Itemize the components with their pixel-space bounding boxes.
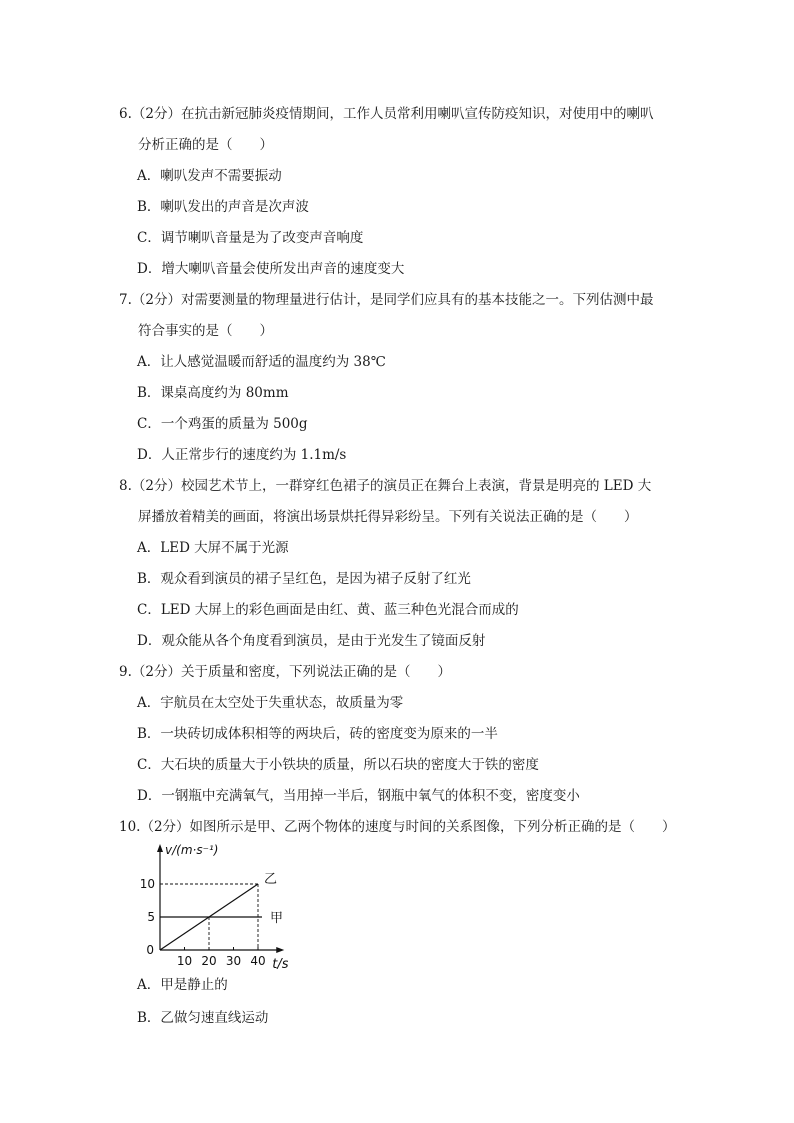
y-tick-label: 5 <box>147 910 155 924</box>
q6-option-b: B．喇叭发出的声音是次声波 <box>137 199 309 215</box>
series-label-jia: 甲 <box>270 911 284 926</box>
q10-stem-line1: 10.（2分）如图所示是甲、乙两个物体的速度与时间的关系图像，下列分析正确的是（ ） <box>119 819 676 835</box>
q7-option-d: D．人正常步行的速度约为 1.1m/s <box>137 447 347 463</box>
q8-option-b: B．观众看到演员的裙子呈红色，是因为裙子反射了红光 <box>137 571 471 587</box>
q6-option-d: D．增大喇叭音量会使所发出声音的速度变大 <box>137 261 405 277</box>
q9-option-d: D．一钢瓶中充满氧气，当用掉一半后，钢瓶中氧气的体积不变，密度变小 <box>137 788 580 804</box>
q6-stem-line2: 分析正确的是（ ） <box>138 137 273 153</box>
q9-stem-line1: 9.（2分）关于质量和密度，下列说法正确的是（ ） <box>119 664 451 680</box>
q7-option-b: B．课桌高度约为 80mm <box>137 385 289 401</box>
x-tick-label: 10 <box>176 954 193 968</box>
series-label-yi: 乙 <box>264 872 278 887</box>
graph-labels <box>140 843 288 972</box>
q8-option-a: A．LED 大屏不属于光源 <box>137 540 289 556</box>
q8-stem-line1: 8.（2分）校园艺术节上，一群穿红色裙子的演员正在舞台上表演，背景是明亮的 LED 大 <box>119 478 652 494</box>
q10-option-b: B．乙做匀速直线运动 <box>137 1010 269 1026</box>
velocity-time-graph <box>138 842 288 972</box>
q10-option-a: A．甲是静止的 <box>137 977 228 993</box>
x-tick-label: 30 <box>225 954 242 968</box>
q9-option-b: B．一块砖切成体积相等的两块后，砖的密度变为原来的一半 <box>137 726 498 742</box>
origin-label: 0 <box>146 943 154 957</box>
q9-option-c: C．大石块的质量大于小铁块的质量，所以石块的密度大于铁的密度 <box>137 757 539 773</box>
x-tick-label: 40 <box>250 954 266 968</box>
q8-option-d: D．观众能从各个角度看到演员，是由于光发生了镜面反射 <box>137 633 486 649</box>
q7-stem-line2: 符合事实的是（ ） <box>138 323 273 339</box>
y-tick-label: 10 <box>139 877 155 891</box>
q8-option-c: C．LED 大屏上的彩色画面是由红、黄、蓝三种色光混合而成的 <box>137 602 519 618</box>
graph-series <box>160 884 262 950</box>
q6-option-a: A．喇叭发声不需要振动 <box>137 168 282 184</box>
q6-stem-line1: 6.（2分）在抗击新冠肺炎疫情期间，工作人员常利用喇叭宣传防疫知识，对使用中的喇叭 <box>119 106 654 122</box>
q7-option-a: A．让人感觉温暖而舒适的温度约为 38℃ <box>137 354 386 370</box>
x-axis-arrow <box>276 947 284 953</box>
q6-option-c: C．调节喇叭音量是为了改变声音响度 <box>137 230 364 246</box>
q7-option-c: C．一个鸡蛋的质量为 500g <box>137 416 308 432</box>
y-axis-arrow <box>157 844 163 852</box>
q9-option-a: A．宇航员在太空处于失重状态，故质量为零 <box>137 695 404 711</box>
y-axis-label: v/(m·s⁻¹) <box>165 843 219 857</box>
x-axis-label: t/s <box>272 957 288 972</box>
q8-stem-line2: 屏播放着精美的画面，将演出场景烘托得异彩纷呈。下列有关说法正确的是（ ） <box>138 509 638 525</box>
q7-stem-line1: 7.（2分）对需要测量的物理量进行估计，是同学们应具有的基本技能之一。下列估测中最 <box>119 292 654 308</box>
x-tick-label: 20 <box>201 954 217 968</box>
graph-axes <box>157 844 284 953</box>
